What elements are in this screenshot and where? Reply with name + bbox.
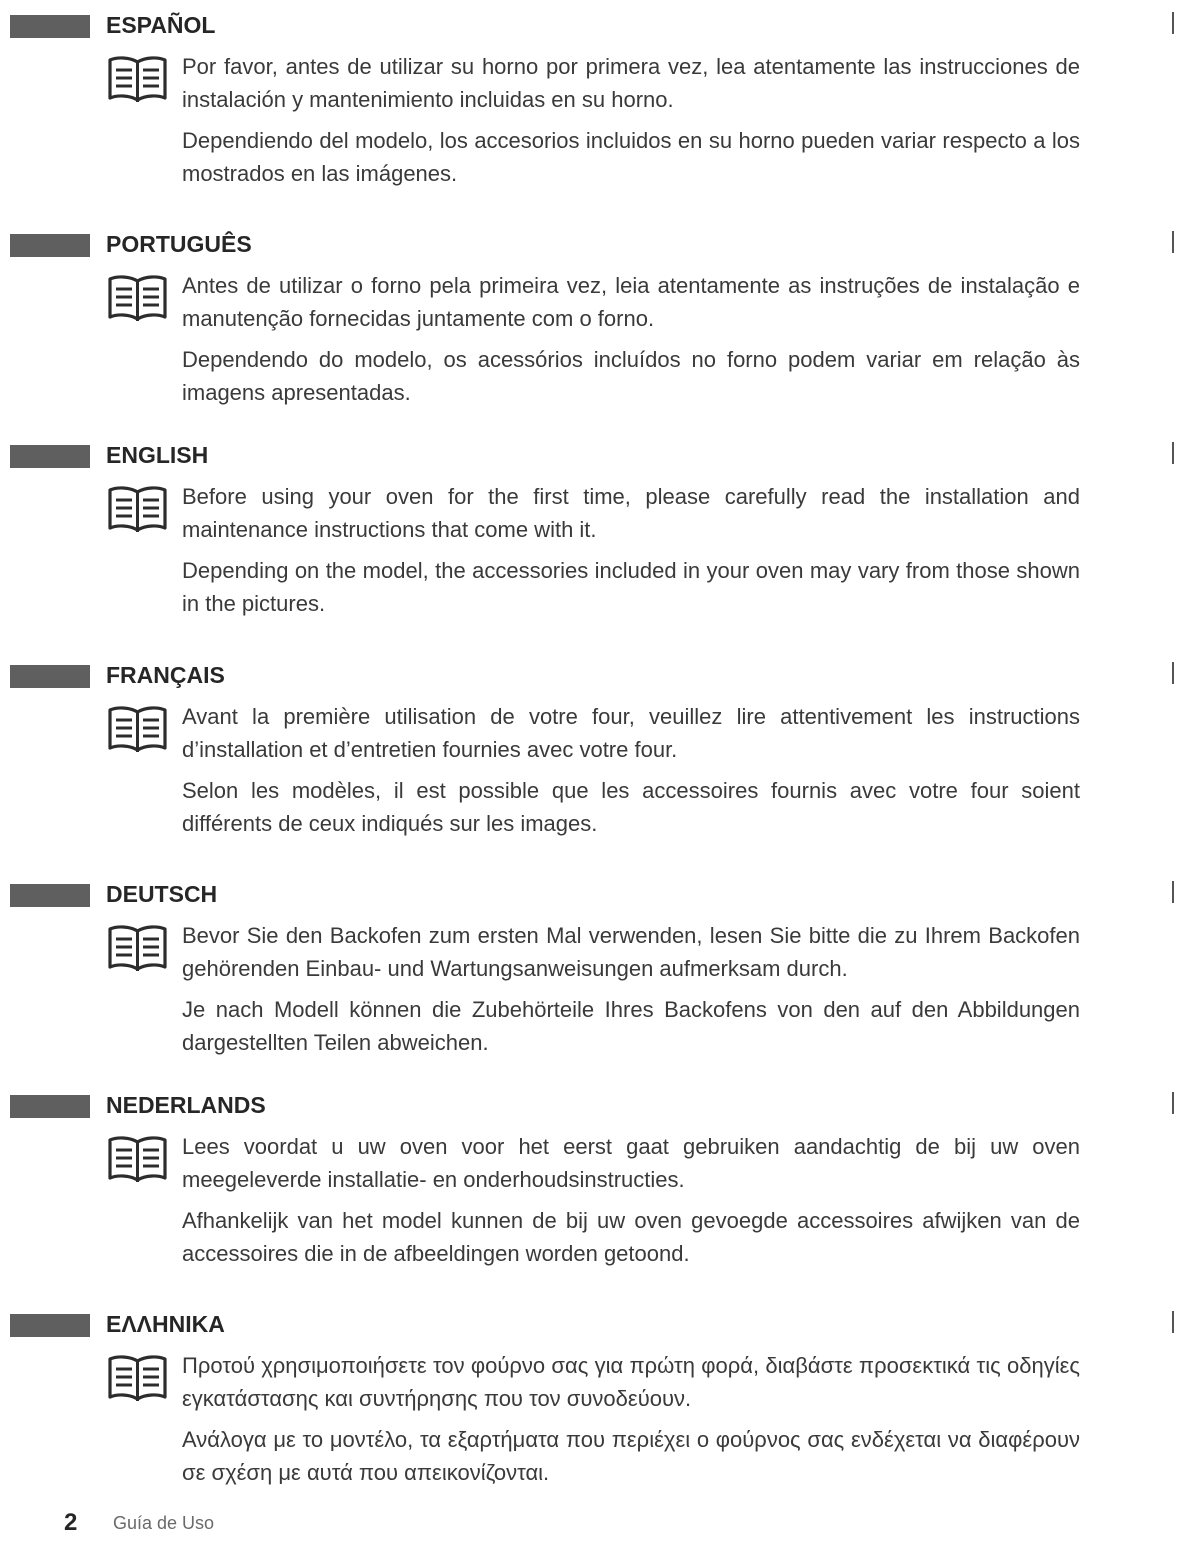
section-paragraph: Before using your oven for the first time, please carefully read the installation and maintenance instructions that come with it. (182, 484, 1080, 542)
section-paragraph: Ανάλογα με το μοντέλο, τα εξαρτήματα που περιέχει ο φούρνος σας ενδέχεται να διαφέρουν σε σχέση με αυτά που απεικονίζονται. (182, 1427, 1080, 1485)
edge-mark (1172, 231, 1174, 253)
section-paragraph: Dependendo do modelo, os acessórios incluídos no forno podem variar em relação às imagens apresentadas. (182, 347, 1080, 405)
section-paragraph: Lees voordat u uw oven voor het eerst gaat gebruiken aandachtig de bij uw oven meegeleverde installatie- en onderhoudsinstructies. (182, 1134, 1080, 1192)
section-title: ESPAÑOL (106, 12, 216, 38)
book-icon (107, 54, 168, 106)
section-body (182, 1130, 1080, 1278)
section-title: DEUTSCH (106, 881, 218, 907)
section-marker-bar (10, 445, 90, 468)
section-paragraph: Por favor, antes de utilizar su horno por primera vez, lea atentamente las instrucciones de instalación y mantenimiento incluidas en su horno. (182, 54, 1080, 112)
section-paragraph: Selon les modèles, il est possible que les accessoires fournis avec votre four soient différents de ceux indiqués sur les images. (182, 778, 1080, 836)
section-body (182, 919, 1080, 1067)
section-paragraph: Προτού χρησιμοποιήσετε τον φούρνο σας για πρώτη φορά, διαβάστε προσεκτικά τις οδηγίες εγκατάστασης και συντήρησης που τον συνοδεύουν. (182, 1353, 1080, 1411)
section-body (182, 480, 1080, 628)
book-icon (107, 273, 168, 325)
edge-mark (1172, 881, 1174, 903)
edge-mark (1172, 1311, 1174, 1333)
section-paragraph: Depending on the model, the accessories included in your oven may vary from those shown in the pictures. (182, 558, 1080, 616)
edge-mark (1172, 662, 1174, 684)
section-body (182, 50, 1080, 198)
section-marker-bar (10, 15, 90, 38)
section-title: PORTUGUÊS (106, 231, 252, 257)
section-paragraph: Antes de utilizar o forno pela primeira vez, leia atentamente as instruções de instalação e manutenção fornecidas juntamente com o forno. (182, 273, 1080, 331)
section-title: FRANÇAIS (106, 662, 225, 688)
section-body (182, 1349, 1080, 1497)
section-paragraph: Je nach Modell können die Zubehörteile Ihres Backofens von den auf den Abbildungen dargestellten Teilen abweichen. (182, 997, 1080, 1055)
section-marker-bar (10, 1314, 90, 1337)
book-icon (107, 1353, 168, 1405)
edge-mark (1172, 442, 1174, 464)
section-marker-bar (10, 234, 90, 257)
book-icon (107, 923, 168, 975)
footer-label: Guía de Uso (113, 1513, 215, 1533)
book-icon (107, 704, 168, 756)
section-marker-bar (10, 884, 90, 907)
edge-mark (1172, 12, 1174, 34)
edge-mark (1172, 1092, 1174, 1114)
section-paragraph: Avant la première utilisation de votre four, veuillez lire attentivement les instructions d’installation et d’entretien fournies avec votre four. (182, 704, 1080, 762)
section-body (182, 700, 1080, 848)
section-paragraph: Dependiendo del modelo, los accesorios incluidos en su horno pueden variar respecto a los mostrados en las imágenes. (182, 128, 1080, 186)
section-title: NEDERLANDS (106, 1092, 266, 1118)
section-title: ENGLISH (106, 442, 209, 468)
book-icon (107, 484, 168, 536)
section-title: ΕΛΛΗΝΙΚΑ (106, 1311, 225, 1337)
section-paragraph: Afhankelijk van het model kunnen de bij uw oven gevoegde accessoires afwijken van de accessoires die in de afbeeldingen worden getoond. (182, 1208, 1080, 1266)
page-number: 2 (64, 1509, 78, 1536)
book-icon (107, 1134, 168, 1186)
section-body (182, 269, 1080, 417)
section-marker-bar (10, 1095, 90, 1118)
section-paragraph: Bevor Sie den Backofen zum ersten Mal verwenden, lesen Sie bitte die zu Ihrem Backofen gehörenden Einbau- und Wartungsanweisungen aufmerksam durch. (182, 923, 1080, 981)
section-marker-bar (10, 665, 90, 688)
